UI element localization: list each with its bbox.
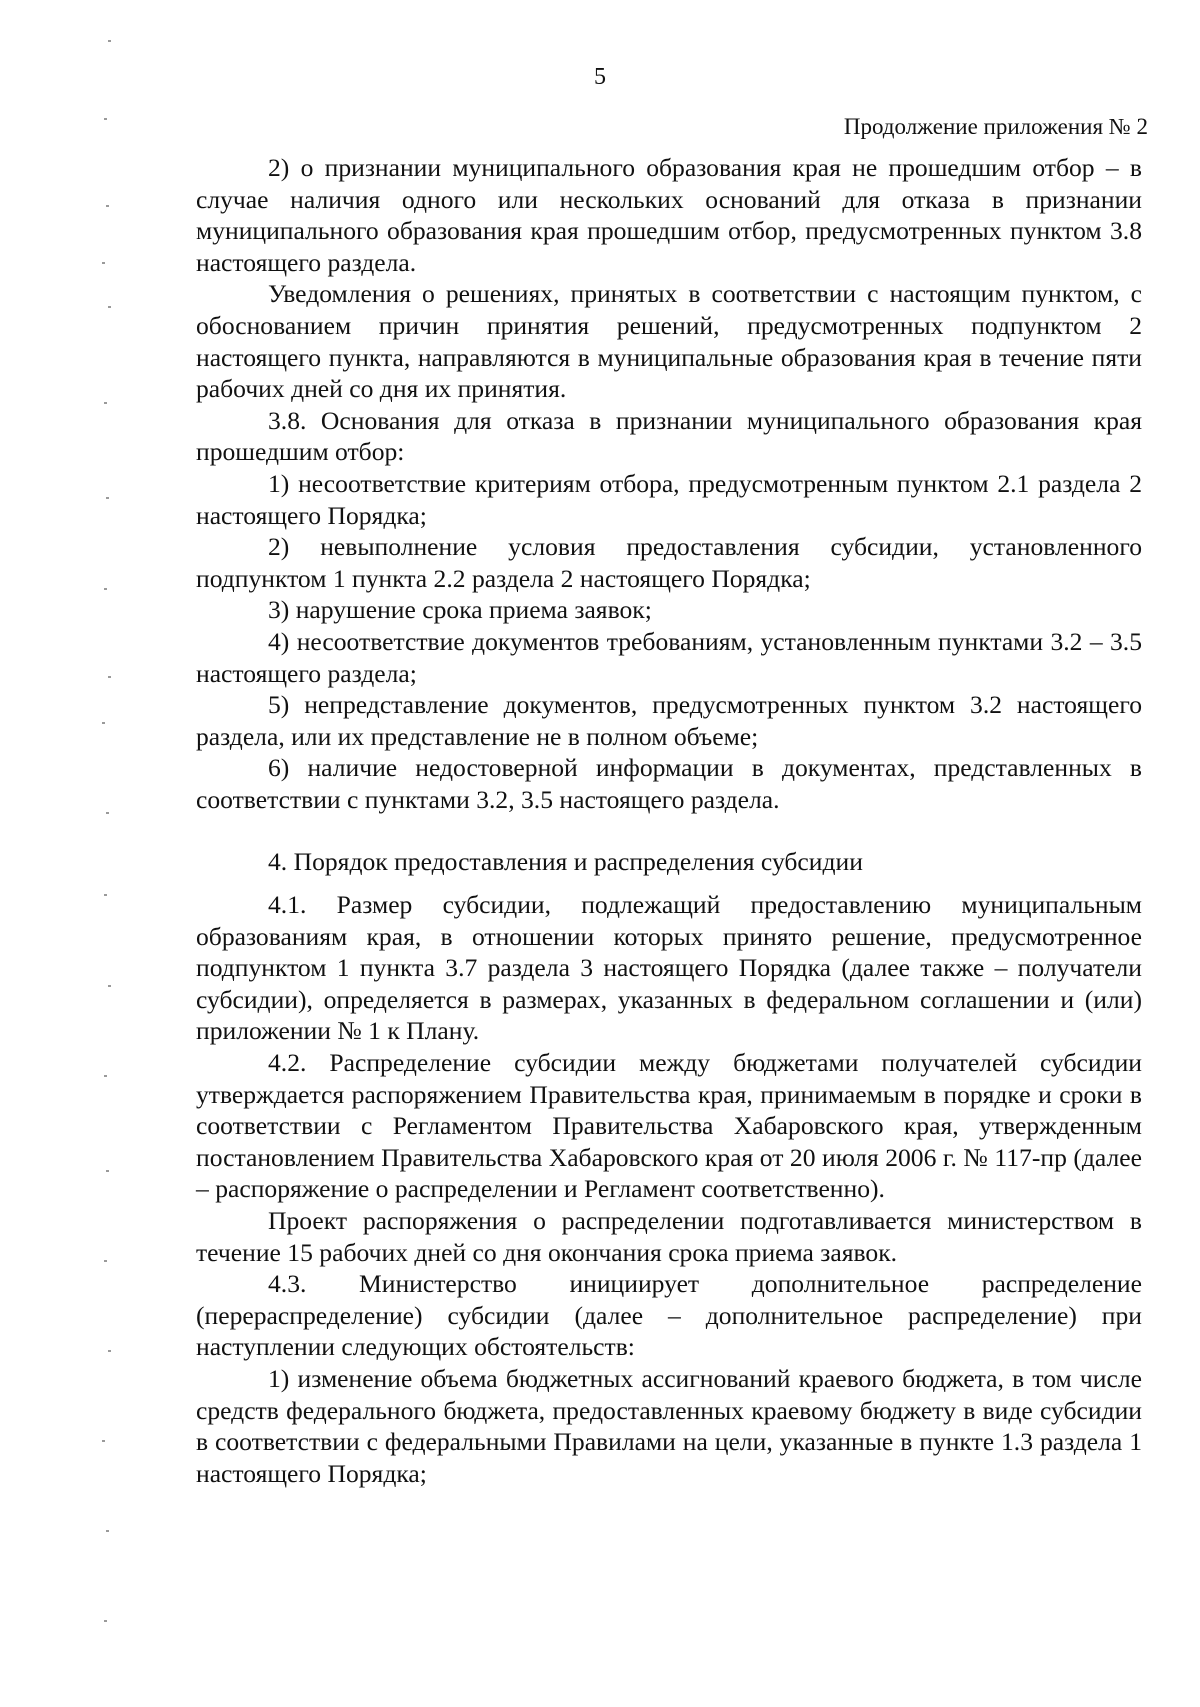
refusal-ground-3: 3) нарушение срока приема заявок; (268, 595, 652, 625)
refusal-ground-1: 1) несоответствие критериям отбора, предусмотренным пунктом 2.1 раздела 2 настоящего Порядка; (196, 468, 1142, 530)
paragraph-4-3: 4.3. Министерство инициирует дополнительное распределение (перераспределение) субсидии (далее – дополнительное распределение) при наступлении следующих обстоятельств: (196, 1269, 1142, 1362)
refusal-ground-5: 5) непредставление документов, предусмотренных пунктом 3.2 настоящего раздела, или их представление не в полном объеме; (196, 690, 1142, 751)
paragraph-draft-order: Проект распоряжения о распределении подготавливается министерством в течение 15 рабочих дней со дня окончания срока приема заявок. (196, 1206, 1142, 1267)
refusal-ground-4: 4) несоответствие документов требованиям, установленным пунктами 3.2 – 3.5 настоящего раздела; (196, 626, 1142, 688)
appendix-continuation-header: Продолжение приложения № 2 (843, 114, 1148, 139)
paragraph-notifications: Уведомления о решениях, принятых в соответствии с настоящим пунктом, с обоснованием причин принятия решений, предусмотренных подпунктом 2 настоящего пункта, направляются в муниципальные образования края в течение пяти рабочих дней со дня их принятия. (196, 279, 1142, 404)
refusal-ground-2: 2) невыполнение условия предоставления субсидии, установленного подпунктом 1 пункта 2.2 раздела 2 настоящего Порядка; (196, 532, 1142, 593)
paragraph-4-1: 4.1. Размер субсидии, подлежащий предоставлению муниципальным образованиям края, в отношении которых принято решение, предусмотренное подпунктом 1 пункта 3.7 раздела 3 настоящего Порядка (далее также – получатели субсидии), определяется в размерах, указанных в федеральном соглашении и (или) приложении № 1 к Плану. (196, 890, 1142, 1046)
paragraph-item-2-not-passed: 2) о признании муниципального образования края не прошедшим отбор – в случае наличия одного или нескольких оснований для отказа в признании муниципального образования края прошедшим отбор, предусмотренных пунктом 3.8 настоящего раздела. (196, 153, 1142, 277)
paragraph-4-2: 4.2. Распределение субсидии между бюджетами получателей субсидии утверждается распоряжением Правительства края, принимаемым в порядке и сроки в соответствии с Регламентом Правительства Хабаровского края, утвержденным постановлением Правительства Хабаровского края от 20 июля 2006 г. № 117-пр (далее – распоряжение о распределении и Регламент соответственно). (196, 1048, 1142, 1204)
section-heading-4: 4. Порядок предоставления и распределения субсидии (268, 847, 863, 877)
refusal-ground-6: 6) наличие недостоверной информации в документах, представленных в соответствии с пунктами 3.2, 3.5 настоящего раздела. (196, 753, 1142, 814)
page-number: 5 (594, 64, 606, 90)
document-body (196, 152, 1142, 1489)
paragraph-3-8-refusal-grounds: 3.8. Основания для отказа в признании муниципального образования края прошедшим отбор: (196, 405, 1142, 467)
paragraph-4-3-item-1: 1) изменение объема бюджетных ассигнований краевого бюджета, в том числе средств федерального бюджета, предоставленных краевому бюджету в виде субсидии в соответствии с федеральными Правилами на цели, указанные в пункте 1.3 раздела 1 настоящего Порядка; (196, 1363, 1142, 1488)
scan-margin-marks (0, 0, 200, 1707)
